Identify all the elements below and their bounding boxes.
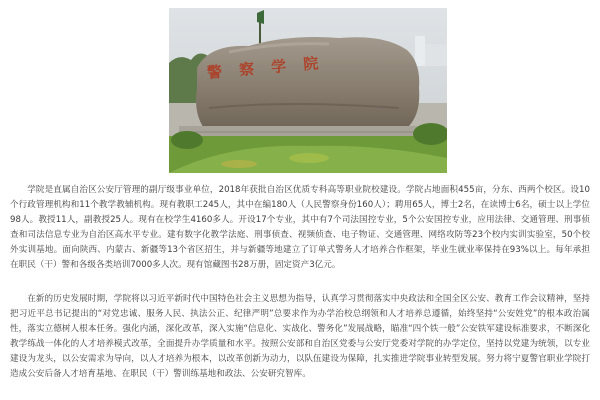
campus-scene-image: [169, 8, 447, 173]
article-paragraph-intro: 学院是直属自治区公安厅管理的副厅级事业单位，2018年获批自治区优质专科高等职业院校建设。学院占地面积455亩，分东、西两个校区。设10个行政管理机构和11个教学教辅机构。现有教职工245人，其中在编180人（人民警察身份160人）；聘用65人，博士2名，在读博士6名，硕士以上学位98人。教授11人，副教授25人。现有在校学生4160多人。开设17个专业，其中有7个司法国控专业，5个公安国控专业，应用法律、交通管理、刑事侦查和司法信息专业为自治区高水平专业。建有数字化教学法庭、刑事侦查、视频侦查、电子物证、交通管理、网络攻防等23个校内实训实验室，50个校外实训基地。面向陕西、内蒙古、新疆等13个省区招生，并与新疆等地建立了订单式警务人才培养合作框架，毕业生就业率保持在93%以上。每年承担在职民（干）警和各级各类培训7000多人次。现有馆藏图书28万册，固定资产3亿元。: [10, 185, 590, 271]
campus-photo: [169, 8, 447, 173]
article-paragraph-development: 在新的历史发展时期，学院将以习近平新时代中国特色社会主义思想为指导，认真学习贯彻落实中央政法和全国全区公安、教育工作会议精神，坚持把习近平总书记提出的“对党忠诚、服务人民、执法公正、纪律严明”总要求作为办学治校总纲领和人才培养总遵循，始终坚持“公安姓党”的根本政治属性，落实立德树人根本任务。强化内涵，深化改革，深入实施“信息化、实战化、警务化”发展战略，瞄准“四个铁一般”公安铁军建设标准要求，不断深化教学练战一体化的人才培养模式改革，全面提升办学质量和水平。按照公安部和自治区党委与公安厅党委对学院的办学定位，坚持以党建为统领，以专业建设为龙头，以公安需求为导向，以人才培养为根本，以改革创新为动力，以队伍建设为保障，扎实推进学院事业转型发展。努力将宁夏警官职业学院打造成公安后备人才培育基地、在职民（干）警训练基地和政法、公安研究智库。: [10, 294, 590, 380]
stone-inscription: 警 察 学 院: [206, 53, 326, 82]
